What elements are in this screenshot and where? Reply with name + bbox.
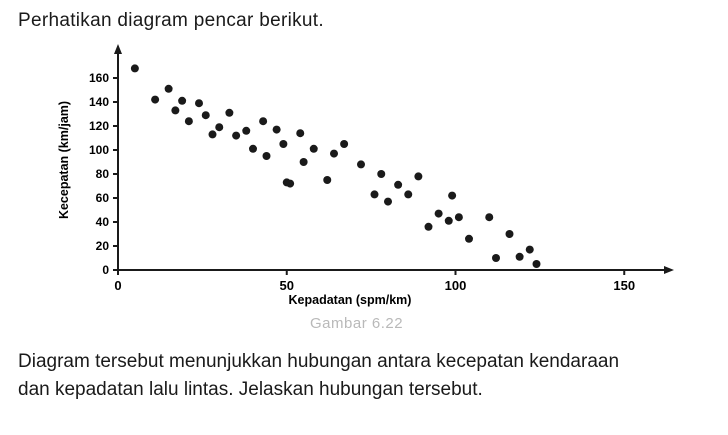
data-point — [485, 213, 493, 221]
question-line-1: Diagram tersebut menunjukkan hubungan antara kecepatan kendaraan — [18, 351, 620, 372]
data-point — [377, 170, 385, 178]
scatter-chart — [40, 42, 680, 312]
data-point — [425, 223, 433, 231]
data-point — [445, 217, 453, 225]
data-point — [323, 176, 331, 184]
y-tick-label: 100 — [88, 143, 109, 157]
x-axis-ticks — [114, 270, 635, 293]
data-point — [259, 117, 267, 125]
figure-caption: Gambar 6.22 — [310, 315, 404, 332]
data-point — [357, 160, 365, 168]
question-text — [18, 348, 718, 404]
data-point — [384, 198, 392, 206]
data-point — [209, 130, 217, 138]
x-axis-title: Kepadatan (spm/km) — [288, 293, 412, 307]
x-tick-label: 0 — [114, 278, 122, 293]
data-point — [296, 129, 304, 137]
data-point — [506, 230, 514, 238]
data-point — [394, 181, 402, 189]
data-points-layer — [131, 64, 541, 268]
x-tick-label: 50 — [279, 278, 294, 293]
question-line-2: dan kepadatan lalu lintas. Jelaskan hubungan tersebut. — [18, 379, 483, 400]
data-point — [195, 99, 203, 107]
data-point — [414, 172, 422, 180]
data-point — [455, 213, 463, 221]
y-tick-label: 120 — [88, 119, 109, 133]
x-axis-arrow — [664, 266, 674, 274]
data-point — [404, 190, 412, 198]
data-point — [215, 123, 223, 131]
data-point — [279, 140, 287, 148]
data-point — [178, 97, 186, 105]
data-point — [263, 152, 271, 160]
data-point — [448, 192, 456, 200]
y-axis-title: Kecepatan (km/jam) — [57, 100, 71, 220]
data-point — [165, 85, 173, 93]
data-point — [249, 145, 257, 153]
data-point — [526, 246, 534, 254]
data-point — [151, 96, 159, 104]
data-point — [435, 210, 443, 218]
data-point — [171, 106, 179, 114]
data-point — [202, 111, 210, 119]
y-tick-label: 80 — [95, 167, 109, 181]
data-point — [232, 132, 240, 140]
y-tick-label: 40 — [95, 215, 109, 229]
data-point — [286, 180, 294, 188]
y-tick-label: 20 — [95, 239, 109, 253]
y-tick-label: 140 — [88, 95, 109, 109]
intro-instruction: Perhatikan diagram pencar berikut. — [18, 10, 324, 31]
y-tick-label: 0 — [102, 263, 109, 277]
x-tick-label: 150 — [613, 278, 636, 293]
data-point — [131, 64, 139, 72]
data-point — [242, 127, 250, 135]
data-point — [371, 190, 379, 198]
data-point — [533, 260, 541, 268]
y-axis-arrow — [114, 44, 122, 54]
scatter-plot-svg — [40, 42, 680, 312]
x-tick-label: 100 — [444, 278, 467, 293]
data-point — [516, 253, 524, 261]
data-point — [225, 109, 233, 117]
data-point — [185, 117, 193, 125]
y-tick-label: 60 — [95, 191, 109, 205]
data-point — [310, 145, 318, 153]
data-point — [300, 158, 308, 166]
data-point — [273, 126, 281, 134]
data-point — [465, 235, 473, 243]
y-axis-ticks — [89, 71, 118, 277]
y-tick-label: 160 — [88, 71, 109, 85]
data-point — [492, 254, 500, 262]
data-point — [340, 140, 348, 148]
data-point — [330, 150, 338, 158]
